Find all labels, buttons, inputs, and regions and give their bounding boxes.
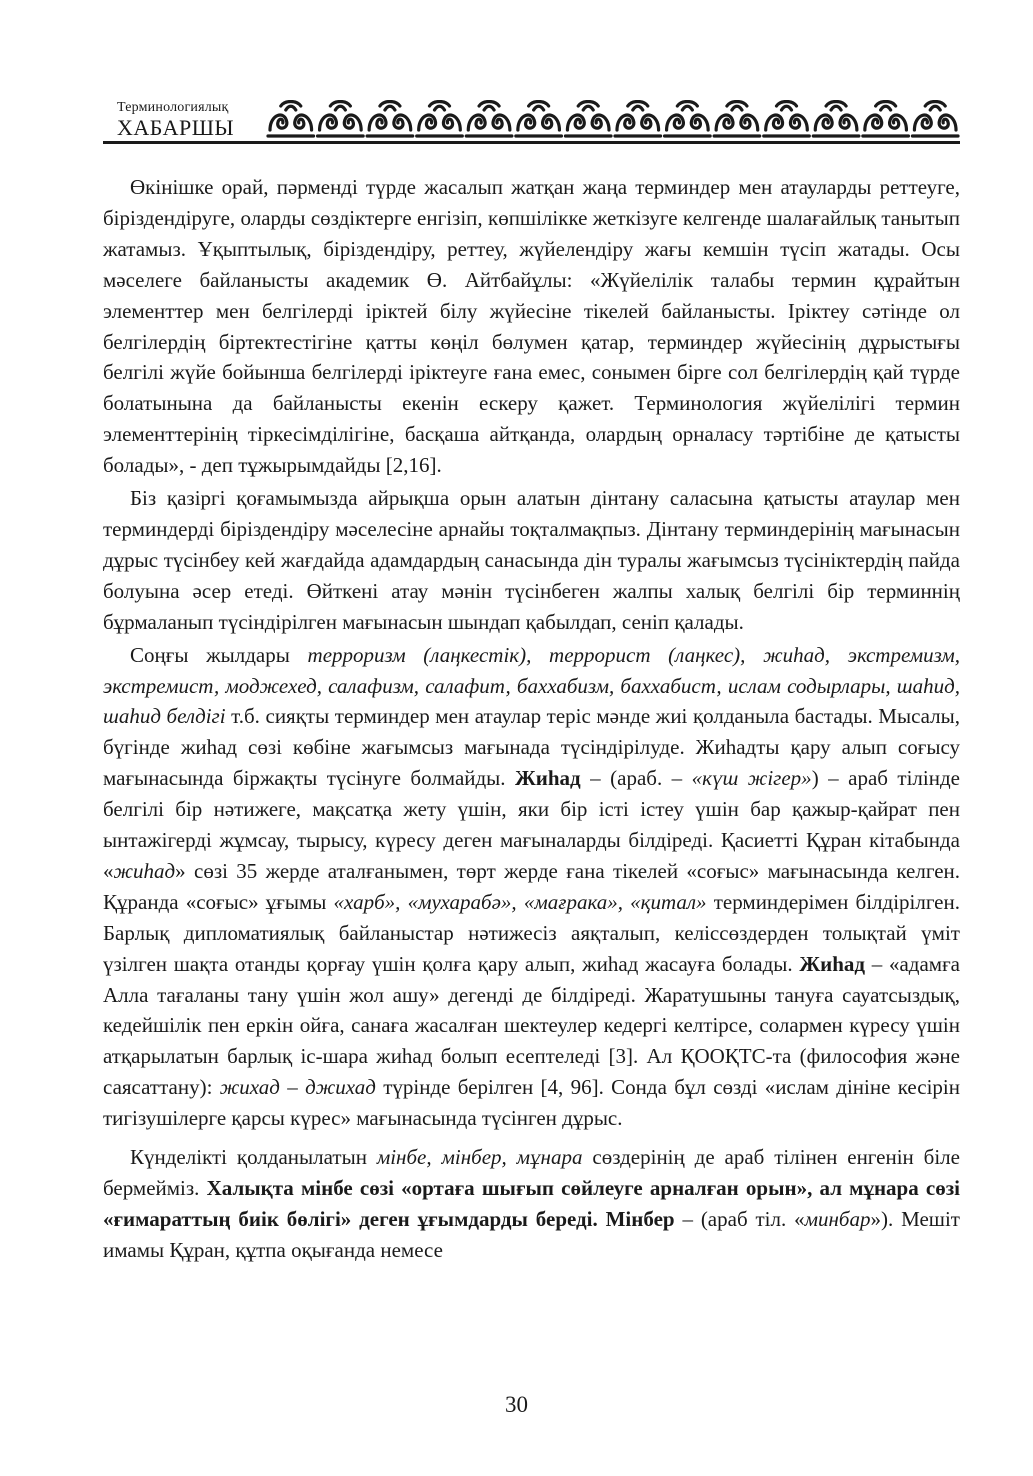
italic-term: жихад – джихад <box>219 1075 376 1100</box>
italic-term: терроризм (лаңкестік), террорист (лаңкес), жиһад, экстремизм, экстремист, моджехед, салафизм, салафит, баххабизм, баххабист, ислам содырлары, шаһид, шаһид белдігі <box>103 642 960 729</box>
article-body <box>103 172 960 1266</box>
italic-term: минбар <box>804 1206 871 1231</box>
italic-term: мінбе, мінбер, мұнара <box>376 1145 583 1170</box>
ornament-motif <box>367 102 413 137</box>
ornament-motif <box>665 102 711 137</box>
page-number: 30 <box>505 1392 528 1417</box>
paragraph <box>103 172 960 481</box>
bold-term: Жиһад <box>799 951 866 976</box>
ornament-motif <box>516 102 562 137</box>
ornament-motif <box>417 102 463 137</box>
ornament-motif <box>714 102 760 137</box>
text-run: сөздерінің де араб тілінен енгенін біле бермейміз. <box>103 1145 960 1200</box>
text-run: – (араб. – <box>580 766 692 791</box>
text-run: Біз қазіргі қоғамымызда айрықша орын алатын дінтану саласына қатысты атаулар мен терминдерді біріздендіру мәселесіне арнайы тоқталмақпыз. Дінтану терминдерінің мағынасын дұрыс түсінбеу кей жағдайда адамдардың санасында дін туралы жағымсыз түсініктердің пайда болуына әсер етеді. Өйткені атау мәнін түсінбеген жалпы халық белгілі бір терминнің бұрмаланып түсіндірілген мағынасын шындап қабылдап, сеніп қалады. <box>103 486 960 634</box>
italic-term: жиһад <box>113 858 176 883</box>
paragraph <box>103 483 960 638</box>
running-header <box>103 96 960 146</box>
text-run: ) – араб тілінде белгілі бір нәтижеге, мақсатқа жету үшін, яки бір істі істеу үшін бар қажыр-қайрат пен ынтажігерді жұмсау, тырысу, күресу деген мағыналарды білдіреді. Қасиетті Құран кітабында « <box>103 766 960 883</box>
text-run: Өкінішке орай, пәрменді түрде жасалып жатқан жаңа терминдер мен атауларды реттеуге, біріздендіруге, оларды сөздіктерге енгізіп, көпшілікке жеткізуге келгенде шалағайлық танытып жатамыз. Ұқыптылық, біріздендіру, реттеу, жүйелендіру жағы кемшін түсіп жатады. Осы мәселеге байланысты академик Ө. Айтбайұлы: «Жүйелілік талабы термин құрайтын элементтер мен белгілерді іріктей білу жүйесіне тікелей байланысты. Іріктеу сәтінде ол белгілердің біртектестігіне қатты көңіл бөлумен қатар, терминдер жүйесінің дұрыстығы белгілі жүйе бойынша белгілерді іріктеуге ғана емес, сонымен бірге сол белгілердің қай түрде болатынына да байланысты екенін ескеру қажет. Терминология жүйелілігі термин элементтерінің тіркесімділігіне, басқаша айтқанда, олардың орналасу тәртібіне де қатысты болады», - деп тұжырымдайды [2,16]. <box>103 175 960 478</box>
ornament-motif <box>615 102 661 137</box>
text-run: т.б. сияқты терминдер мен атаулар теріс мәнде жиі қолданыла бастады. Мысалы, бүгінде жиһад сөзі көбіне жағымсыз мағынада түсіндірілуде. Жиһадты қару алып соғысу мағынасында біржақты түсінуге болмайды. <box>103 704 961 791</box>
journal-subtitle: Терминологиялық <box>117 100 229 115</box>
text-run: Соңғы жылдары <box>130 642 308 667</box>
text-run: – (араб тіл. « <box>674 1206 805 1231</box>
bold-term: Халықта мінбе сөзі «ортаға шығып сөйлеуге арналған орын», ал мұнара сөзі «ғимараттың биік бөлігі» деген ұғымдарды береді. Мінбер <box>103 1176 960 1231</box>
ornament-motif <box>318 102 364 137</box>
text-run: түрінде берілген [4, 96]. Сонда бұл сөзді «ислам дініне кесірін тигізушілерге қарсы күрес» мағынасында түсінген дұрыс. <box>103 1075 960 1131</box>
ornament-motif <box>813 102 859 137</box>
scroll-ornament-icon <box>266 100 960 138</box>
text-run: »). Мешіт имамы Құран, құтпа оқығанда немесе <box>103 1206 960 1262</box>
header-rule <box>103 141 960 144</box>
ornament-motif <box>764 102 810 137</box>
paragraph <box>103 640 960 1135</box>
italic-term: «күш жігер» <box>691 766 812 791</box>
italic-term: «харб», «мухарабә», «мағрака», «қитал» <box>333 889 707 914</box>
text-run: терминдерімен білдірілген. Барлық дипломатиялық байланыстар нәтижесіз аяқталып, келіссөздерден толықтай үміт үзілген шақта отанды қорғау үшін қолға қару алып, жиһад жасауға болады. <box>103 889 960 976</box>
ornament-motif <box>268 102 314 137</box>
ornament-motif <box>565 102 611 137</box>
text-run: – «адамға Алла тағаланы тану үшін жол ашу» дегенді де білдіреді. Жаратушыны тануға сауатсыздық, кедейшілік пен еркін ойға, санаға жасалған шектеулер кедергі келтірсе, солармен күресу үшін атқарылатын барлық іс-шара жиһад болып есептеледі [3]. Ал ҚООҚТС-та (философия және саясаттану): <box>103 951 960 1100</box>
paragraph <box>103 1142 960 1266</box>
ornament-motif <box>912 102 958 137</box>
text-run: » сөзі 35 жерде аталғанымен, төрт жерде ғана тікелей «соғыс» мағынасында келген. Құранда «соғыс» ұғымы <box>103 858 960 914</box>
journal-title: ХАБАРШЫ <box>117 115 235 140</box>
ornament-motif <box>863 102 909 137</box>
text-run: Күнделікті қолданылатын <box>130 1145 377 1170</box>
ornament-motif <box>466 102 512 137</box>
bold-term: Жиһад <box>515 766 581 791</box>
